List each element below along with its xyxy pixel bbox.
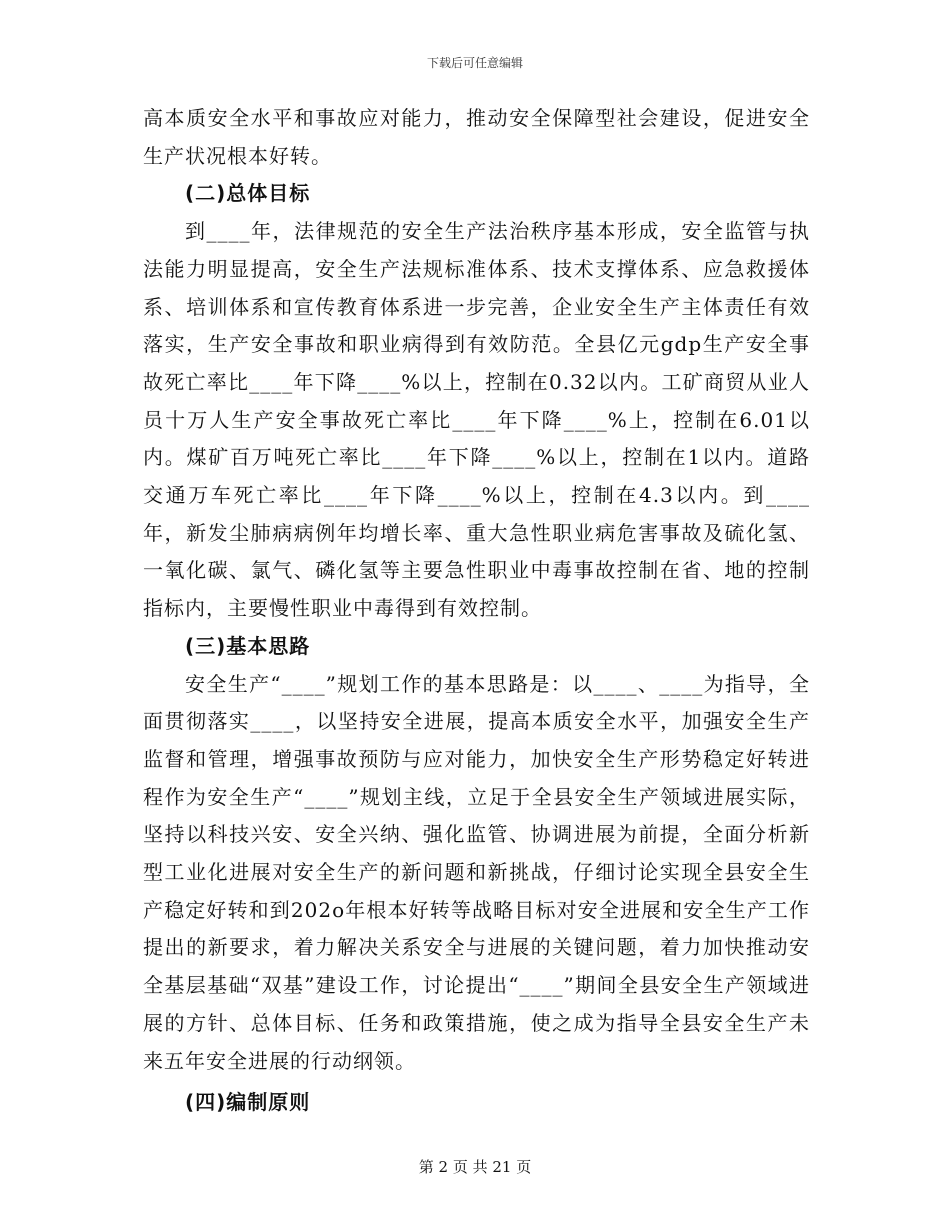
page-header: 下载后可任意编辑 (426, 56, 523, 70)
section-heading-basic-approach: (三)基本思路 (185, 633, 311, 658)
section-heading-overall-goals: (二)总体目标 (185, 181, 311, 206)
page-footer: 第 2 页 共 21 页 (418, 1158, 532, 1176)
paragraph-continuation: 高本质安全水平和事故应对能力，推动安全保障型社会建设，促进安全生产状况根本好转。 (143, 106, 810, 168)
paragraph-overall-goals: 到____年，法律规范的安全生产法治秩序基本形成，安全监管与执法能力明显提高，安全生产法规标准体系、技术支撑体系、应急救援体系、培训体系和宣传教育体系进一步完善，企业安全生产主体责任有效落实，生产安全事故和职业病得到有效防范。全县亿元gdp生产安全事故死亡率比____年下降____%以上，控制在0.32以内。工矿商贸从业人员十万人生产安全事故死亡率比____年下降____%上，控制在6.01以内。煤矿百万吨死亡率比____年下降____%以上，控制在1以内。道路交通万车死亡率比____年下降____%以上，控制在4.3以内。到____年，新发尘肺病病例年均增长率、重大急性职业病危害事故及硫化氢、一氧化碳、氯气、磷化氢等主要急性职业中毒事故控制在省、地的控制指标内，主要慢性职业中毒得到有效控制。 (143, 219, 810, 621)
section-heading-principles: (四)编制原则 (185, 1090, 311, 1115)
document-body (143, 100, 810, 1122)
paragraph-basic-approach: 安全生产“____”规划工作的基本思路是：以____、____为指导，全面贯彻落实____，以坚持安全进展，提高本质安全水平，加强安全生产监督和管理，增强事故预防与应对能力，加快安全生产形势稳定好转进程作为安全生产“____”规划主线，立足于全县安全生产领域进展实际，坚持以科技兴安、安全兴纳、强化监管、协调进展为前提，全面分析新型工业化进展对安全生产的新问题和新挑战，仔细讨论实现全县安全生产稳定好转和到202o年根本好转等战略目标对安全进展和安全生产工作提出的新要求，着力解决关系安全与进展的关键问题，着力加快推动安全基层基础“双基”建设工作，讨论提出“____”期间全县安全生产领域进展的方针、总体目标、任务和政策措施，使之成为指导全县安全生产未来五年安全进展的行动纲领。 (143, 671, 810, 1073)
